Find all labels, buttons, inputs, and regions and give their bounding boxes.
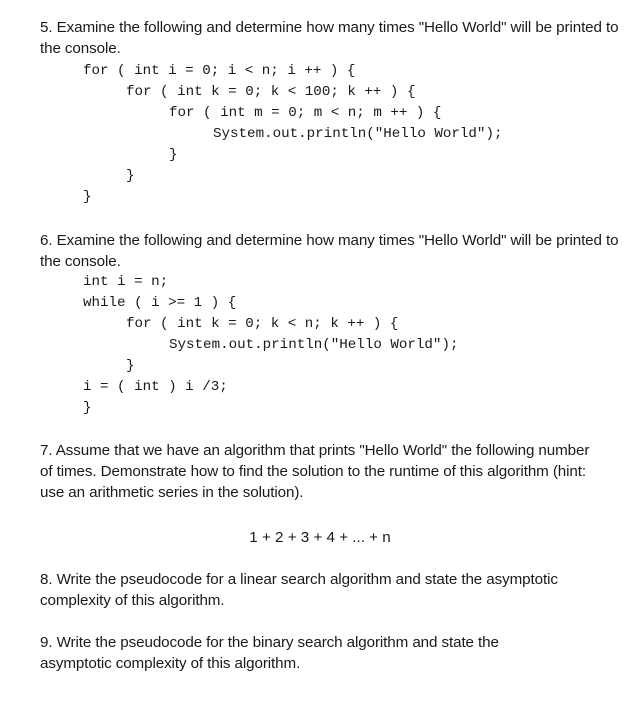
q6-code-line-3: for ( int k = 0; k < n; k ++ ) { [126,316,399,332]
question-6-prompt: 6. Examine the following and determine how many times "Hello World" will be printed to the console. [40,232,619,270]
q6-code-line-5: } [126,358,135,374]
q6-code-line-2: while ( i >= 1 ) { [83,295,237,311]
q5-code-line-7: } [83,189,92,205]
q5-code-line-2: for ( int k = 0; k < 100; k ++ ) { [126,84,416,100]
arithmetic-series: 1 + 2 + 3 + 4 + ... + n [249,529,391,546]
question-5-prompt: 5. Examine the following and determine how many times "Hello World" will be printed to the console. [40,19,619,57]
q6-code-line-4: System.out.println("Hello World"); [169,337,459,353]
question-7-prompt: 7. Assume that we have an algorithm that prints "Hello World" the following number of times. Demonstrate how to find the solution to the runtime of this algorithm (hint: use an arithmetic series in the solution). [40,442,590,501]
q5-code-line-3: for ( int m = 0; m < n; m ++ ) { [169,105,442,121]
q5-code-line-6: } [126,168,135,184]
question-9-prompt: 9. Write the pseudocode for the binary search algorithm and state the asymptotic complexity of this algorithm. [40,634,499,672]
question-8-prompt: 8. Write the pseudocode for a linear search algorithm and state the asymptotic complexity of this algorithm. [40,571,558,609]
q6-code-line-6: i = ( int ) i /3; [83,379,228,395]
q5-code-line-1: for ( int i = 0; i < n; i ++ ) { [83,63,356,79]
q6-code-line-7: } [83,400,92,416]
q5-code-line-5: } [169,147,178,163]
q6-code-line-1: int i = n; [83,274,169,290]
q5-code-line-4: System.out.println("Hello World"); [213,126,503,142]
